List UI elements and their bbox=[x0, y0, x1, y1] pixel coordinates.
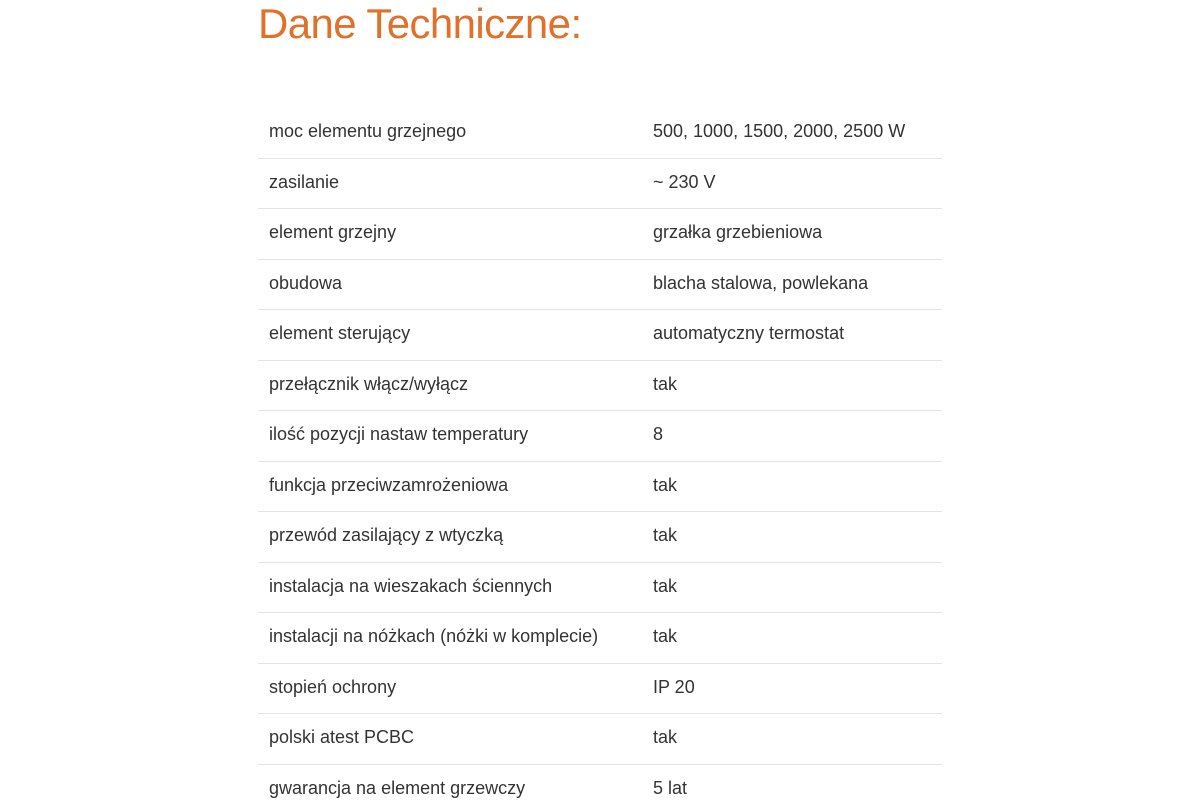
table-row bbox=[258, 361, 942, 412]
table-row bbox=[258, 209, 942, 260]
spec-label: zasilanie bbox=[269, 171, 340, 192]
spec-label: element grzejny bbox=[269, 222, 397, 242]
spec-value: tak bbox=[653, 575, 678, 596]
spec-value: 8 bbox=[653, 424, 664, 444]
spec-value: tak bbox=[653, 474, 678, 495]
spec-value: automatyczny termostat bbox=[653, 323, 845, 343]
table-row bbox=[258, 108, 942, 159]
table-row bbox=[258, 613, 942, 664]
table-row bbox=[258, 159, 942, 210]
spec-value: blacha stalowa, powlekana bbox=[653, 272, 869, 293]
spec-value: IP 20 bbox=[653, 676, 695, 697]
spec-value: tak bbox=[653, 525, 678, 545]
spec-label: ilość pozycji nastaw temperatury bbox=[269, 424, 529, 444]
table-row bbox=[258, 765, 942, 800]
spec-label: przełącznik włącz/wyłącz bbox=[269, 373, 469, 394]
table-row bbox=[258, 664, 942, 715]
spec-label: instalacji na nóżkach (nóżki w komplecie) bbox=[269, 626, 599, 646]
spec-value: 500, 1000, 1500, 2000, 2500 W bbox=[653, 121, 906, 141]
table-row bbox=[258, 310, 942, 361]
table-row bbox=[258, 563, 942, 614]
spec-value: ~ 230 V bbox=[653, 171, 716, 192]
page-title: Dane Techniczne: bbox=[258, 0, 582, 47]
spec-value: 5 lat bbox=[653, 777, 688, 798]
spec-label: funkcja przeciwzamrożeniowa bbox=[269, 474, 509, 495]
spec-label: stopień ochrony bbox=[269, 676, 397, 697]
spec-label: obudowa bbox=[269, 272, 343, 293]
spec-value: tak bbox=[653, 373, 678, 394]
spec-label: gwarancja na element grzewczy bbox=[269, 777, 526, 798]
content-area bbox=[258, 0, 942, 800]
spec-table bbox=[258, 108, 942, 800]
spec-label: przewód zasilający z wtyczką bbox=[269, 525, 504, 545]
table-row bbox=[258, 462, 942, 513]
spec-value: tak bbox=[653, 626, 678, 646]
spec-label: element sterujący bbox=[269, 323, 411, 343]
table-row bbox=[258, 260, 942, 311]
spec-value: tak bbox=[653, 727, 678, 747]
table-row bbox=[258, 411, 942, 462]
table-row bbox=[258, 512, 942, 563]
spec-label: instalacja na wieszakach ściennych bbox=[269, 575, 553, 596]
spec-label: moc elementu grzejnego bbox=[269, 121, 467, 141]
spec-value: grzałka grzebieniowa bbox=[653, 222, 823, 242]
spec-label: polski atest PCBC bbox=[269, 727, 415, 747]
table-row bbox=[258, 714, 942, 765]
